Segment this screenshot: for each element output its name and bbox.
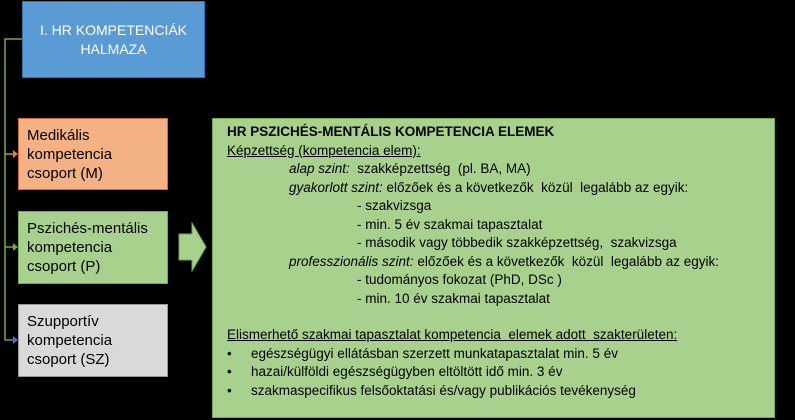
level-item: - min. 5 év szakmai tapasztalat (357, 216, 543, 232)
level-item: - min. 10 év szakmai tapasztalat (357, 290, 550, 306)
group-m-line: kompetencia (27, 145, 113, 163)
level-row-professional (227, 253, 766, 272)
bullet-item (227, 345, 766, 364)
top-box-line1: I. HR KOMPETENCIÁK (39, 21, 188, 38)
level-item: - tudományos fokozat (PhD, DSc ) (357, 272, 562, 287)
level-item: - szakvizsga (357, 198, 432, 213)
level-text: szakképzettség (pl. BA, MA) (349, 161, 531, 176)
level-item: - második vagy többedik szakképzettség, szakvizsga (357, 235, 677, 250)
level-row-basic (227, 160, 766, 179)
main-title: HR PSZICHÉS-MENTÁLIS KOMPETENCIA ELEMEK (227, 124, 555, 139)
level-label: gyakorlott szint: (289, 179, 383, 195)
level-text: előzőek és a következők közül legalább az egyik: (413, 253, 719, 269)
group-m-line: csoport (M) (27, 164, 103, 182)
psychic-mental-competency-group-box (18, 211, 168, 284)
bullet-icon: • (227, 364, 232, 379)
bullet-item (227, 382, 766, 401)
bullet-text: szakmaspecifikus felsőoktatási és/vagy publikációs tevékenység (251, 382, 636, 398)
medical-competency-group-box (18, 118, 168, 190)
bullet-icon: • (227, 382, 232, 398)
level-text: előzőek és a következők közül legalább az egyik: (382, 179, 689, 195)
psychic-mental-elements-box (212, 118, 775, 418)
right-arrow-icon (178, 222, 208, 272)
group-sz-line: csoport (SZ) (27, 351, 110, 368)
hr-competency-set-box (22, 1, 205, 78)
bullet-item (227, 363, 766, 382)
top-box-line2: HALMAZA (80, 40, 147, 57)
group-p-line: kompetencia (27, 239, 113, 256)
group-sz-line: kompetencia (27, 332, 113, 349)
supportive-competency-group-box (18, 304, 168, 377)
group-sz-line: Szupportív (27, 313, 99, 330)
section-gap (227, 308, 766, 326)
experience-heading: Elismerhető szakmai tapasztalat kompetencia elemek adott szakterületen: (227, 327, 678, 342)
bullet-text: hazai/külföldi egészségügyben eltöltött idő min. 3 év (251, 364, 563, 379)
group-m-line: Medikális (27, 126, 90, 144)
bullet-text: egészségügyi ellátásban szerzett munkatapasztalat min. 5 év (251, 345, 618, 361)
level-label: alap szint: (289, 161, 350, 176)
group-p-line: Pszichés-mentális (27, 220, 148, 237)
bullet-icon: • (227, 345, 232, 361)
level-row-experienced (227, 179, 766, 198)
level-label: professzionális szint: (289, 253, 414, 269)
training-heading: Képzettség (kompetencia elem): (227, 142, 421, 158)
group-p-line: csoport (P) (27, 258, 101, 275)
